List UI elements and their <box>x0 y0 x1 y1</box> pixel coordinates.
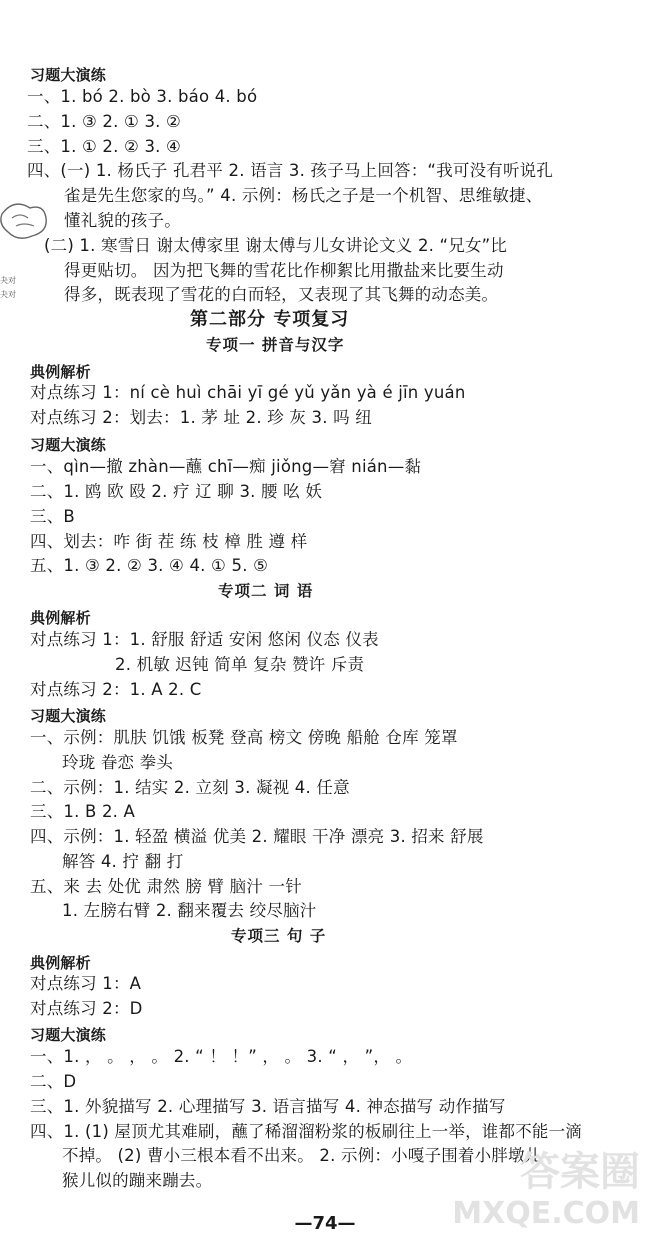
answer-line: 对点练习 1：ní cè huì chāi yī gé yǔ yǎn yà é jīn yuán <box>30 383 466 402</box>
answer-line: 三、1. ① 2. ② 3. ④ <box>27 137 182 156</box>
page-number: —74— <box>294 1213 356 1234</box>
answer-line: 懂礼貌的孩子。 <box>64 211 181 230</box>
watermark-logo: 答案圈 <box>520 1149 640 1195</box>
answer-line: 一、qìn—撤 zhàn—蘸 chī—痴 jiǒng—窘 nián—黏 <box>30 457 422 476</box>
answer-line: 三、B <box>30 507 75 526</box>
answer-line: 五、来 去 处优 肃然 膀 臂 脑汁 一针 <box>30 877 302 896</box>
answer-line: 解答 4. 拧 翻 打 <box>62 852 184 871</box>
section-heading: 习题大演练 <box>30 707 107 725</box>
answer-line: 四、1. (1) 屋顶尤其难刷，蘸了稀溜溜粉浆的板刷往上一举，谁都不能一滴 <box>30 1122 583 1141</box>
topic-title: 专项三 句 子 <box>231 927 327 945</box>
answer-line: 四、示例：1. 轻盈 横溢 优美 2. 耀眼 干净 漂亮 3. 招来 舒展 <box>30 827 484 846</box>
answer-line: 三、1. B 2. A <box>30 802 136 821</box>
answer-line: 对点练习 1：A <box>30 974 142 993</box>
topic-title: 专项二 词 语 <box>218 582 314 600</box>
answer-line: 五、1. ③ 2. ② 3. ④ 4. ① 5. ⑤ <box>30 556 269 575</box>
answer-line: 1. 左膀右臂 2. 翻来覆去 绞尽脑汁 <box>62 901 317 920</box>
doodle-illustration <box>0 196 50 242</box>
answer-line: 得更贴切。 因为把飞舞的雪花比作柳絮比用撒盐来比要生动 <box>64 261 504 280</box>
answer-line: 玲珑 眷恋 拳头 <box>62 753 174 772</box>
answer-line: 二、1. ③ 2. ① 3. ② <box>27 112 182 131</box>
section-heading: 习题大演练 <box>30 436 107 454</box>
answer-line: 得多，既表现了雪花的白而轻，又表现了其飞舞的动态美。 <box>64 285 499 304</box>
part-title: 第二部分 专项复习 <box>190 309 350 330</box>
answer-line: 雀是先生您家的鸟。” 4. 示例：杨氏之子是一个机智、思维敏捷、 <box>64 186 543 205</box>
answer-line: 猴儿似的蹦来蹦去。 <box>62 1171 213 1190</box>
margin-note: 夬对 <box>0 290 16 299</box>
answer-line: 对点练习 2：1. A 2. C <box>30 680 202 699</box>
answer-line: 对点练习 1：1. 舒服 舒适 安闲 悠闲 仪态 仪表 <box>30 630 379 649</box>
answer-line: 一、1. ， 。 ， 。 2. “ ！ ！” ， 。 3. “ ， ”， 。 <box>30 1047 413 1066</box>
answer-line: 二、示例：1. 结实 2. 立刻 3. 凝视 4. 任意 <box>30 778 350 797</box>
answer-line: 不掉。 (2) 曹小三根本看不出来。 2. 示例：小嘎子围着小胖墩儿 <box>62 1146 542 1165</box>
answer-line: 对点练习 2：划去：1. 茅 址 2. 珍 灰 3. 吗 纽 <box>30 408 372 427</box>
answer-line: 四、(一) 1. 杨氏子 孔君平 2. 语言 3. 孩子马上回答：“我可没有听说孔 <box>27 161 554 180</box>
answer-line: (二) 1. 寒雪日 谢太傅家里 谢太傅与儿女讲论文义 2. “兄女”比 <box>44 236 508 255</box>
answer-line: 对点练习 2：D <box>30 999 143 1018</box>
watermark-url: MXQE.COM <box>452 1196 640 1231</box>
answer-line: 三、1. 外貌描写 2. 心理描写 3. 语言描写 4. 神态描写 动作描写 <box>30 1097 506 1116</box>
section-heading: 典例解析 <box>30 954 91 972</box>
answer-line: 四、划去：咋 街 茬 练 枝 樟 胜 遵 样 <box>30 532 308 551</box>
topic-title: 专项一 拼音与汉字 <box>206 336 345 354</box>
margin-note: 夬对 <box>0 276 16 285</box>
section-heading: 习题大演练 <box>30 66 107 84</box>
section-heading: 习题大演练 <box>30 1026 107 1044</box>
answer-line: 一、1. bó 2. bò 3. báo 4. bó <box>27 87 258 106</box>
section-heading: 典例解析 <box>30 609 91 627</box>
section-heading: 典例解析 <box>30 363 91 381</box>
answer-line: 一、示例：肌肤 饥饿 板凳 登高 榜文 傍晚 船舱 仓库 笼罩 <box>30 728 458 747</box>
answer-line: 二、1. 鸥 欧 殴 2. 疗 辽 聊 3. 腰 吆 妖 <box>30 482 323 501</box>
answer-line: 2. 机敏 迟钝 简单 复杂 赞许 斥责 <box>115 655 365 674</box>
answer-line: 二、D <box>30 1072 77 1091</box>
